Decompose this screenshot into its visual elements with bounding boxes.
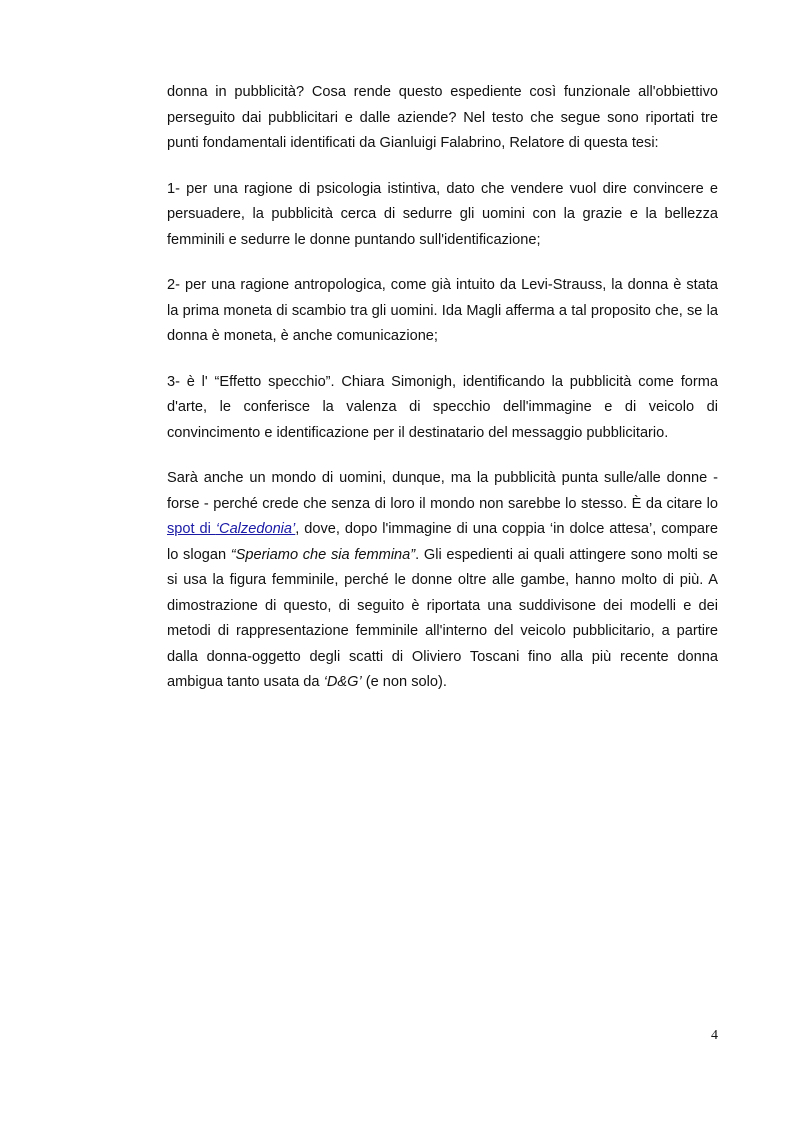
paragraph-closing xyxy=(167,466,718,696)
body-text xyxy=(167,80,718,716)
slogan-text: “Speriamo che sia femmina” xyxy=(230,546,416,563)
link-brand: ‘Calzedonia’ xyxy=(215,521,296,537)
closing-text-2: , dove, dopo l'immagine di una coppia ‘in dolce attesa’, compare lo slogan xyxy=(167,521,718,563)
brand-dg: ‘D&G’ xyxy=(323,674,362,690)
closing-text-1: Sarà anche un mondo di uomini, dunque, ma la pubblicità punta sulle/alle donne - forse - perché crede che senza di loro il mondo non sarebbe lo stesso. È da citare lo xyxy=(167,470,718,512)
calzedonia-spot-link[interactable] xyxy=(167,521,295,537)
list-item-point-3: 3- è l' “Effetto specchio”. Chiara Simonigh, identificando la pubblicità come forma d'arte, le conferisce la valenza di specchio dell'immagine e di veicolo di convincimento e identificazione per il destinatario del messaggio pubblicitario. xyxy=(167,373,718,441)
page-number: 4 xyxy=(711,1028,718,1043)
closing-text-3: . Gli espedienti ai quali attingere sono molti se si usa la figura femminile, perché le donne oltre alle gambe, hanno molto di più. A dimostrazione di questo, di seguito è riportata una suddivisone dei modelli e dei metodi di rappresentazione femminile all'interno del veicolo pubblicitario, a partire dalla donna-oggetto degli scatti di Oliviero Toscani fino alla più recente donna ambigua tanto usata da xyxy=(167,546,718,690)
link-prefix: spot di xyxy=(167,521,216,537)
paragraph-intro: donna in pubblicità? Cosa rende questo espediente così funzionale all'obbiettivo perseguito dai pubblicitari e dalle aziende? Nel testo che segue sono riportati tre punti fondamentali identificati da Gianluigi Falabrino, Relatore di questa tesi: xyxy=(167,84,718,151)
list-item-point-2: 2- per una ragione antropologica, come già intuito da Levi-Strauss, la donna è stata la prima moneta di scambio tra gli uomini. Ida Magli afferma a tal proposito che, se la donna è moneta, è anche comunicazione; xyxy=(167,277,718,344)
closing-text-4: (e non solo). xyxy=(361,674,447,690)
list-item-point-1: 1- per una ragione di psicologia istintiva, dato che vendere vuol dire convincere e persuadere, la pubblicità cerca di sedurre gli uomini con la grazie e la bellezza femminili e sedurre le donne puntando sull'identificazione; xyxy=(167,180,718,248)
